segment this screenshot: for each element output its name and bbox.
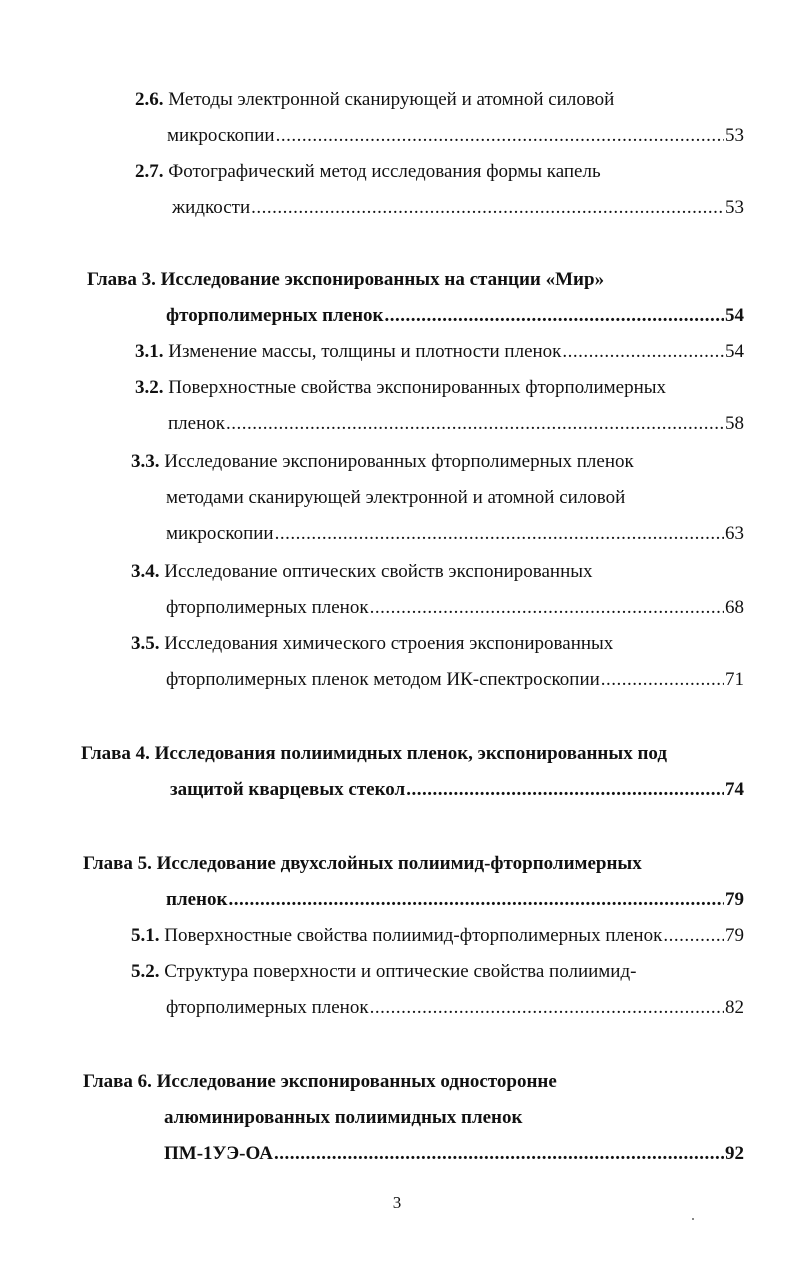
- dot-leader: [276, 124, 724, 148]
- toc-entry-3-2-leader: пленок ..... 58: [168, 412, 744, 436]
- toc-entry-2-7-leader: жидкости ..... 53: [172, 196, 744, 220]
- dot-leader: [562, 340, 724, 364]
- dot-leader: [228, 888, 724, 912]
- toc-entry-2-6-title: 2.6. Методы электронной сканирующей и атомной силовой: [135, 89, 615, 110]
- dot-leader: [251, 196, 724, 220]
- toc-chapter-6-line2: алюминированных полиимидных пленок: [164, 1107, 523, 1128]
- page-ref: 82: [725, 997, 744, 1018]
- toc-entry-3-4-title: 3.4. Исследование оптических свойств экспонированных: [131, 561, 593, 582]
- page-ref: 58: [725, 413, 744, 434]
- dot-leader: [370, 596, 724, 620]
- toc-entry-3-4-leader: фторполимерных пленок ..... 68: [166, 596, 744, 620]
- toc-entry-5-2-leader: фторполимерных пленок ..... 82: [166, 996, 744, 1020]
- toc-entry-3-3-line2: методами сканирующей электронной и атомной силовой: [166, 487, 626, 508]
- dot-leader: [370, 996, 724, 1020]
- toc-entry-3-2-title: 3.2. Поверхностные свойства экспонированных фторполимерных: [135, 377, 667, 398]
- page-ref: 68: [725, 597, 744, 618]
- dot-leader: [275, 522, 724, 546]
- page-ref: 79: [725, 925, 744, 946]
- scan-speck: [692, 1218, 694, 1220]
- toc-entry-5-2-title: 5.2. Структура поверхности и оптические свойства полиимид-: [131, 961, 637, 982]
- dot-leader: [226, 412, 724, 436]
- toc-chapter-5-leader: пленок ..... 79: [166, 888, 744, 912]
- page-ref: 54: [725, 341, 744, 362]
- toc-chapter-3-title: Глава 3. Исследование экспонированных на станции «Мир»: [87, 269, 605, 290]
- page-ref: 54: [725, 305, 744, 326]
- toc-entry-5-1: 5.1. Поверхностные свойства полиимид-фторполимерных пленок ..... 79: [131, 924, 744, 948]
- page-number: 3: [392, 1193, 402, 1212]
- page-ref: 92: [725, 1143, 744, 1164]
- toc-entry-3-3-leader: микроскопии ..... 63: [166, 522, 744, 546]
- dot-leader: [385, 304, 724, 328]
- page-ref: 74: [725, 779, 744, 800]
- toc-chapter-3-leader: фторполимерных пленок ..... 54: [166, 304, 744, 328]
- dot-leader: [601, 668, 724, 692]
- toc-entry-3-1: 3.1. Изменение массы, толщины и плотности пленок ..... 54: [135, 340, 744, 364]
- toc-entry-2-7-title: 2.7. Фотографический метод исследования формы капель: [135, 161, 601, 182]
- dot-leader: [274, 1142, 724, 1166]
- toc-entry-3-3-title: 3.3. Исследование экспонированных фторполимерных пленок: [131, 451, 634, 472]
- toc-entry-3-5-leader: фторполимерных пленок методом ИК-спектроскопии ..... 71: [166, 668, 744, 692]
- page-ref: 71: [725, 669, 744, 690]
- page-ref: 53: [725, 197, 744, 218]
- dot-leader: [406, 778, 724, 802]
- toc-entry-2-6-leader: микроскопии ..... 53: [167, 124, 744, 148]
- toc-chapter-6-leader: ПМ-1УЭ-ОА ..... 92: [164, 1142, 744, 1166]
- toc-chapter-4-leader: защитой кварцевых стекол ..... 74: [170, 778, 744, 802]
- dot-leader: [663, 924, 724, 948]
- page-ref: 79: [725, 889, 744, 910]
- page-ref: 53: [725, 125, 744, 146]
- toc-entry-3-5-title: 3.5. Исследования химического строения экспонированных: [131, 633, 614, 654]
- toc-chapter-4-title: Глава 4. Исследования полиимидных пленок, экспонированных под: [81, 743, 667, 764]
- toc-chapter-5-title: Глава 5. Исследование двухслойных полиимид-фторполимерных: [83, 853, 642, 874]
- page-ref: 63: [725, 523, 744, 544]
- toc-chapter-6-title: Глава 6. Исследование экспонированных односторонне: [83, 1071, 557, 1092]
